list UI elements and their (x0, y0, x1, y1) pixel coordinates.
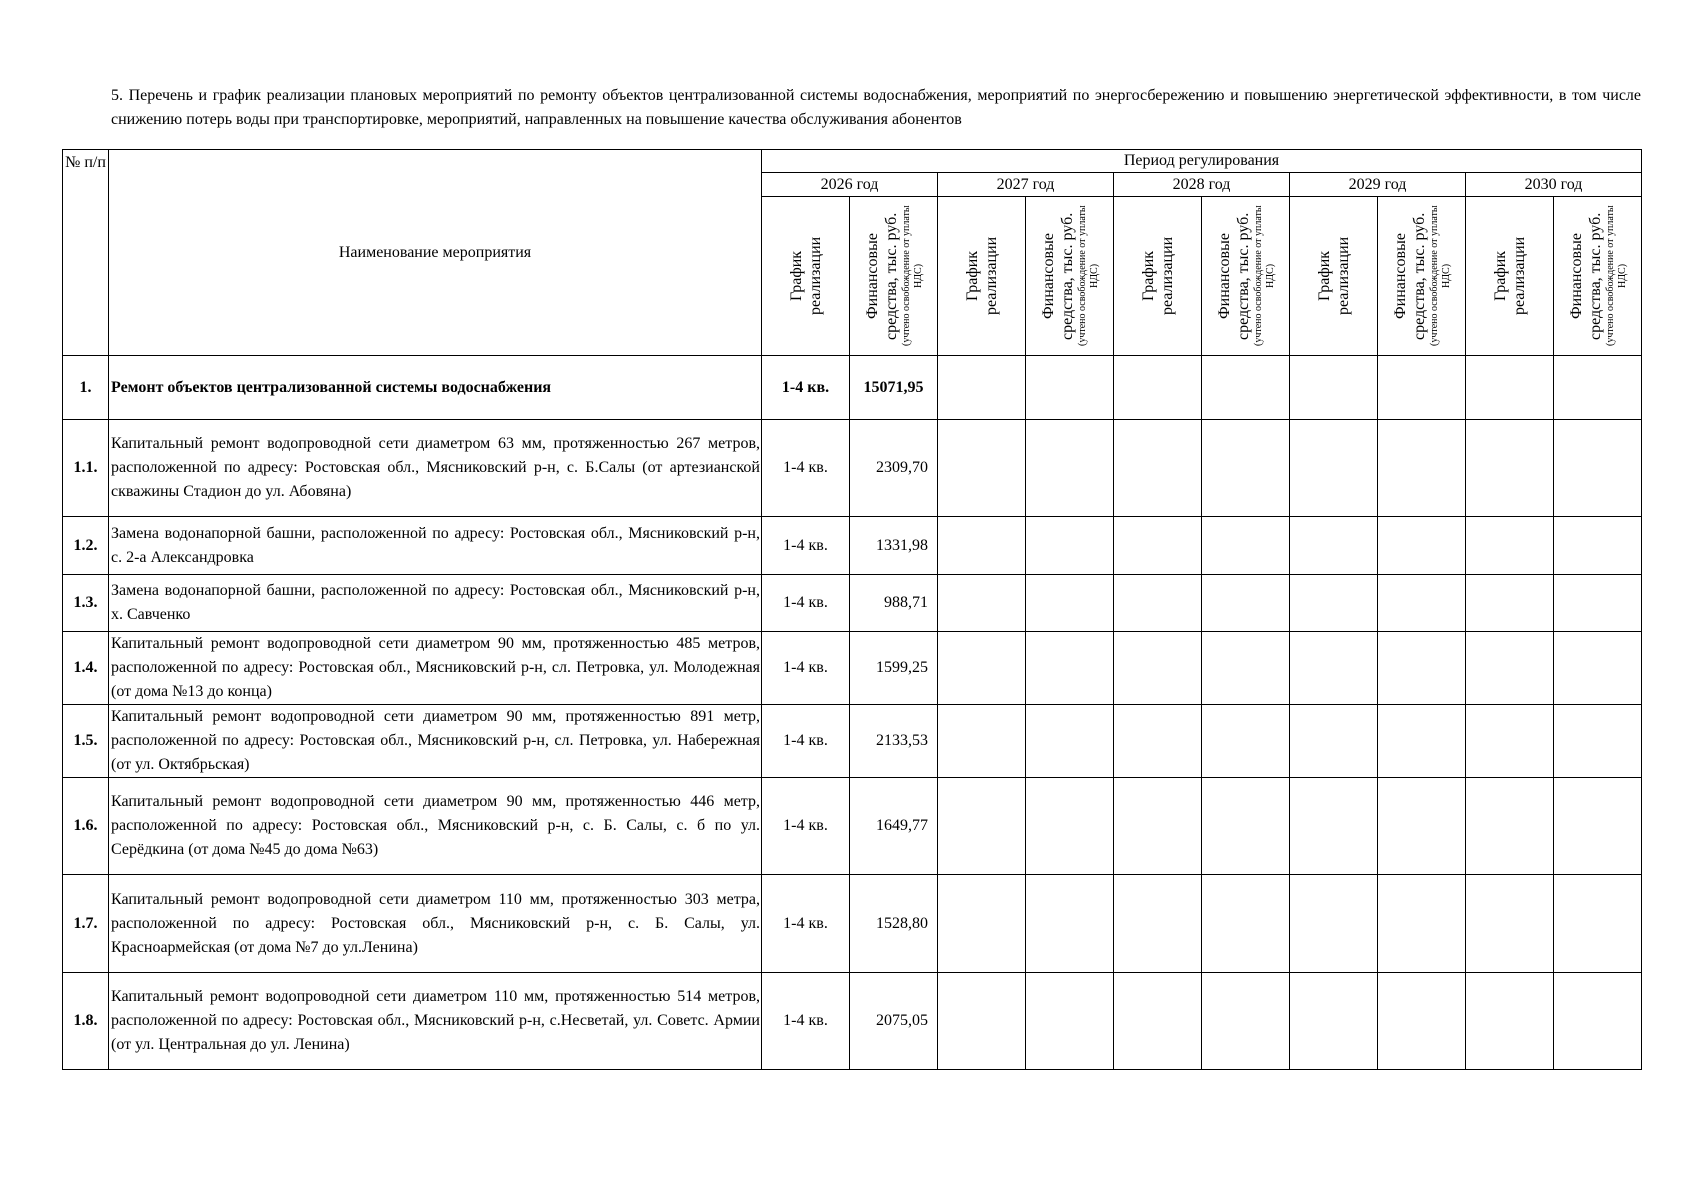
row-activity-name: Капитальный ремонт водопроводной сети диаметром 90 мм, протяженностью 446 метр, расположенной по адресу: Ростовская обл., Мясниковский р-н, с. Б. Салы, с. б по ул. Серёдкина (от дома №45 до дома №63) (109, 778, 762, 875)
row-number: 1.4. (63, 632, 109, 705)
header-schedule (1290, 197, 1378, 356)
row-number: 1. (63, 356, 109, 420)
empty-cell (1114, 973, 1202, 1070)
header-finance-note: (учтено освобождение от уплаты НДС) (1428, 205, 1452, 347)
empty-cell (938, 705, 1026, 778)
empty-cell (1026, 420, 1114, 517)
header-finance-label: Финансовые средства, тыс. руб. (1215, 212, 1252, 340)
row-number: 1.2. (63, 517, 109, 575)
row-finance-2026: 988,71 (850, 575, 938, 632)
row-schedule-2026: 1-4 кв. (762, 517, 850, 575)
header-finance-label: Финансовые средства, тыс. руб. (1391, 212, 1428, 340)
table-row (63, 875, 1642, 973)
row-finance-2026: 1528,80 (850, 875, 938, 973)
row-activity-name: Капитальный ремонт водопроводной сети диаметром 90 мм, протяженностью 485 метров, расположенной по адресу: Ростовская обл., Мясниковский р-н, сл. Петровка, ул. Молодежная (от дома №13 до конца) (109, 632, 762, 705)
empty-cell (1466, 875, 1554, 973)
empty-cell (1290, 575, 1378, 632)
header-finance-note: (учтено освобождение от уплаты НДС) (900, 205, 924, 347)
measures-table (62, 149, 1642, 1070)
empty-cell (1290, 778, 1378, 875)
row-number: 1.3. (63, 575, 109, 632)
empty-cell (1114, 875, 1202, 973)
row-number: 1.6. (63, 778, 109, 875)
header-finance-note: (учтено освобождение от уплаты НДС) (1076, 205, 1100, 347)
empty-cell (1554, 632, 1642, 705)
row-activity-name: Капитальный ремонт водопроводной сети диаметром 63 мм, протяженностью 267 метров, расположенной по адресу: Ростовская обл., Мясниковский р-н, с. Б.Салы (от артезианской скважины Стадион до ул. Абовяна) (109, 420, 762, 517)
empty-cell (1290, 875, 1378, 973)
empty-cell (938, 875, 1026, 973)
header-finance-note: (учтено освобождение от уплаты НДС) (1604, 205, 1628, 347)
empty-cell (938, 632, 1026, 705)
empty-cell (1466, 778, 1554, 875)
row-finance-2026: 15071,95 (850, 356, 938, 420)
table-row (63, 973, 1642, 1070)
empty-cell (1290, 632, 1378, 705)
empty-cell (1026, 705, 1114, 778)
table-row (63, 575, 1642, 632)
header-year: 2029 год (1290, 173, 1466, 197)
row-schedule-2026: 1-4 кв. (762, 632, 850, 705)
empty-cell (1026, 875, 1114, 973)
table-row (63, 778, 1642, 875)
empty-cell (1378, 973, 1466, 1070)
empty-cell (1378, 575, 1466, 632)
empty-cell (1114, 705, 1202, 778)
header-schedule-label: График реализации (787, 236, 824, 316)
header-regulation-period: Период регулирования (762, 150, 1642, 173)
empty-cell (1466, 575, 1554, 632)
empty-cell (1202, 356, 1290, 420)
header-finance (1378, 197, 1466, 356)
header-finance-label: Финансовые средства, тыс. руб. (1039, 212, 1076, 340)
empty-cell (1466, 632, 1554, 705)
header-year: 2026 год (762, 173, 938, 197)
header-finance (1554, 197, 1642, 356)
empty-cell (1378, 778, 1466, 875)
empty-cell (1554, 517, 1642, 575)
empty-cell (1290, 420, 1378, 517)
row-activity-name: Замена водонапорной башни, расположенной по адресу: Ростовская обл., Мясниковский р-н, х. Савченко (109, 575, 762, 632)
empty-cell (1202, 575, 1290, 632)
empty-cell (1290, 973, 1378, 1070)
section-intro-text: 5. Перечень и график реализации плановых мероприятий по ремонту объектов централизованной системы водоснабжения, мероприятий по энергосбережению и повышению энергетической эффективности, в том числе снижению потерь воды при транспортировке, мероприятий, направленных на повышение качества обслуживания абонентов (111, 87, 1641, 128)
empty-cell (1114, 517, 1202, 575)
empty-cell (1202, 420, 1290, 517)
row-activity-name: Капитальный ремонт водопроводной сети диаметром 90 мм, протяженностью 891 метр, расположенной по адресу: Ростовская обл., Мясниковский р-н, сл. Петровка, ул. Набережная (от ул. Октябрьская) (109, 705, 762, 778)
header-finance-label: Финансовые средства, тыс. руб. (1567, 212, 1604, 340)
empty-cell (1202, 973, 1290, 1070)
empty-cell (938, 420, 1026, 517)
empty-cell (1554, 875, 1642, 973)
empty-cell (1114, 575, 1202, 632)
row-schedule-2026: 1-4 кв. (762, 420, 850, 517)
empty-cell (1378, 705, 1466, 778)
header-number: № п/п (63, 150, 109, 356)
empty-cell (1114, 420, 1202, 517)
empty-cell (1554, 973, 1642, 1070)
row-number: 1.5. (63, 705, 109, 778)
empty-cell (1378, 875, 1466, 973)
empty-cell (1026, 632, 1114, 705)
header-finance (850, 197, 938, 356)
empty-cell (1026, 575, 1114, 632)
empty-cell (1202, 705, 1290, 778)
header-schedule (938, 197, 1026, 356)
empty-cell (1290, 705, 1378, 778)
header-finance-label: Финансовые средства, тыс. руб. (863, 212, 900, 340)
header-year: 2028 год (1114, 173, 1290, 197)
empty-cell (1554, 420, 1642, 517)
empty-cell (1026, 778, 1114, 875)
table-row (63, 705, 1642, 778)
row-schedule-2026: 1-4 кв. (762, 575, 850, 632)
row-activity-name: Замена водонапорной башни, расположенной по адресу: Ростовская обл., Мясниковский р-н, с. 2-а Александровка (109, 517, 762, 575)
header-year: 2030 год (1466, 173, 1642, 197)
empty-cell (1114, 356, 1202, 420)
row-schedule-2026: 1-4 кв. (762, 973, 850, 1070)
row-finance-2026: 1599,25 (850, 632, 938, 705)
header-row-period (63, 150, 1642, 173)
empty-cell (1554, 356, 1642, 420)
empty-cell (1466, 973, 1554, 1070)
empty-cell (1554, 778, 1642, 875)
empty-cell (1026, 973, 1114, 1070)
row-finance-2026: 2133,53 (850, 705, 938, 778)
empty-cell (1466, 705, 1554, 778)
empty-cell (1026, 517, 1114, 575)
empty-cell (1378, 517, 1466, 575)
row-activity-name: Капитальный ремонт водопроводной сети диаметром 110 мм, протяженностью 514 метров, расположенной по адресу: Ростовская обл., Мясниковский р-н, с.Несветай, ул. Советс. Армии (от ул. Центральная до ул. Ленина) (109, 973, 762, 1070)
empty-cell (1290, 517, 1378, 575)
header-schedule (762, 197, 850, 356)
header-schedule (1114, 197, 1202, 356)
row-activity-name: Капитальный ремонт водопроводной сети диаметром 110 мм, протяженностью 303 метра, расположенной по адресу: Ростовская обл., Мясниковский р-н, с. Б. Салы, ул. Красноармейская (от дома №7 до ул.Ленина) (109, 875, 762, 973)
row-finance-2026: 1649,77 (850, 778, 938, 875)
empty-cell (938, 356, 1026, 420)
empty-cell (938, 517, 1026, 575)
row-finance-2026: 1331,98 (850, 517, 938, 575)
empty-cell (1114, 632, 1202, 705)
header-finance (1026, 197, 1114, 356)
empty-cell (1202, 875, 1290, 973)
row-number: 1.1. (63, 420, 109, 517)
header-schedule-label: График реализации (963, 236, 1000, 316)
table-row (63, 632, 1642, 705)
table-row (63, 356, 1642, 420)
row-finance-2026: 2075,05 (850, 973, 938, 1070)
empty-cell (1290, 356, 1378, 420)
empty-cell (1202, 517, 1290, 575)
empty-cell (1378, 420, 1466, 517)
empty-cell (1466, 356, 1554, 420)
empty-cell (1554, 575, 1642, 632)
empty-cell (1026, 356, 1114, 420)
empty-cell (938, 778, 1026, 875)
empty-cell (1202, 632, 1290, 705)
empty-cell (1554, 705, 1642, 778)
empty-cell (1378, 356, 1466, 420)
row-schedule-2026: 1-4 кв. (762, 705, 850, 778)
header-finance-note: (учтено освобождение от уплаты НДС) (1252, 205, 1276, 347)
row-schedule-2026: 1-4 кв. (762, 356, 850, 420)
header-schedule-label: График реализации (1315, 236, 1352, 316)
empty-cell (938, 973, 1026, 1070)
header-schedule-label: График реализации (1491, 236, 1528, 316)
row-number: 1.8. (63, 973, 109, 1070)
header-schedule (1466, 197, 1554, 356)
empty-cell (1202, 778, 1290, 875)
table-row (63, 420, 1642, 517)
header-schedule-label: График реализации (1139, 236, 1176, 316)
table-row (63, 517, 1642, 575)
empty-cell (1466, 517, 1554, 575)
empty-cell (938, 575, 1026, 632)
row-number: 1.7. (63, 875, 109, 973)
header-finance (1202, 197, 1290, 356)
row-finance-2026: 2309,70 (850, 420, 938, 517)
header-year: 2027 год (938, 173, 1114, 197)
empty-cell (1466, 420, 1554, 517)
row-activity-name: Ремонт объектов централизованной системы водоснабжения (109, 356, 762, 420)
empty-cell (1114, 778, 1202, 875)
row-schedule-2026: 1-4 кв. (762, 875, 850, 973)
header-activity-name: Наименование мероприятия (109, 150, 762, 356)
row-schedule-2026: 1-4 кв. (762, 778, 850, 875)
empty-cell (1378, 632, 1466, 705)
